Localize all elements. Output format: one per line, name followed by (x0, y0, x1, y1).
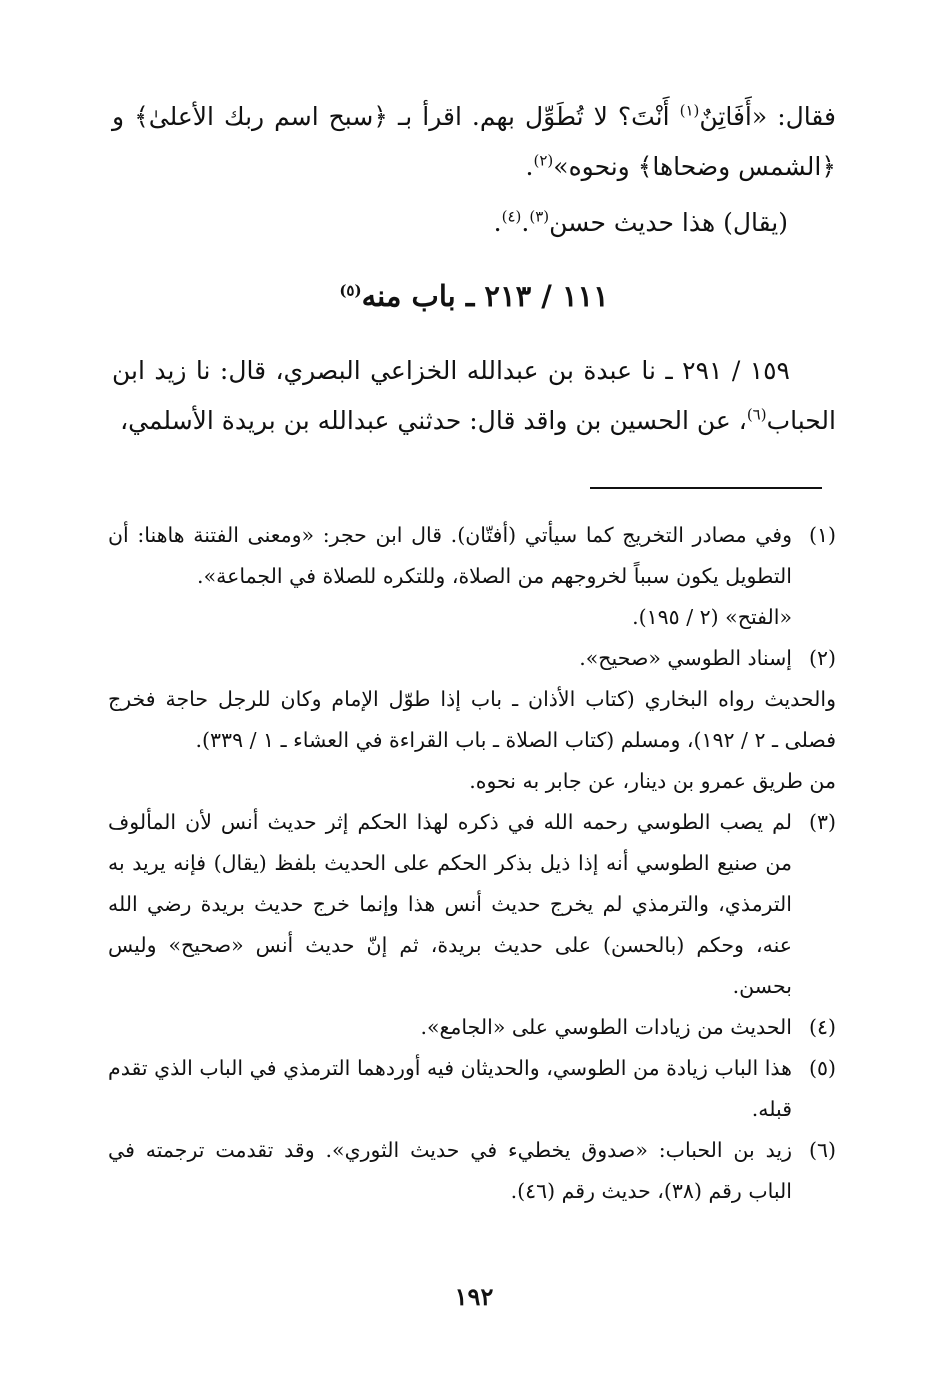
footnote-line: زيد بن الحباب: «صدوق يخطيء في حديث الثوري». وقد تقدمت ترجمته في الباب رقم (٣٨)، حديث رقم (٤٦). (108, 1138, 792, 1203)
footnote-line: وفي مصادر التخريج كما سيأتي (أفتّان). قال ابن حجر: «ومعنى الفتنة هاهنا: أن التطويل يكون سبباً لخروجهم من الصلاة، وللتكره للصلاة في الجماعة». (108, 523, 792, 588)
footnote-line: لم يصب الطوسي رحمه الله في ذكره لهذا الحكم إثر حديث أنس لأن المألوف من صنيع الطوسي أنه إذا ذيل بذكر الحكم على الحديث بلفظ (يقال) فإنه يريد به الترمذي، والترمذي لم يخرج حديث أنس هذا وإنما خرج حديث بريدة رضي الله عنه، وحكم (بالحسن) على حديث بريدة، ثم إنّ حديث أنس «صحيح» وليس بحسن. (108, 810, 792, 998)
footnote-body (108, 515, 792, 638)
text-segment: ، عن الحسين بن واقد قال: حدثني عبدالله بن بريدة الأسلمي، (120, 406, 747, 435)
grading-paragraph (112, 198, 836, 248)
footnote-body (108, 802, 792, 1007)
text-segment: (يقال) هذا حديث حسن (549, 208, 788, 237)
footnote-line: والحديث رواه البخاري (كتاب الأذان ـ باب إذا طوّل الإمام وكان للرجل حاجة فخرج فصلى ـ ٢ / ١٩٢)، ومسلم (كتاب الصلاة ـ باب القراءة في العشاء ـ ١ / ٣٣٩). (108, 687, 836, 752)
footnote-body (108, 1048, 792, 1130)
footnote-line: هذا الباب زيادة من الطوسي، والحديثان فيه أوردهما الترمذي في الباب الذي تقدم قبله. (108, 1056, 792, 1121)
footnote-line: الحديث من زيادات الطوسي على «الجامع». (420, 1015, 792, 1039)
footnote-3 (108, 802, 836, 1007)
footnote-6 (108, 1130, 836, 1212)
text-segment: . (493, 208, 502, 237)
footnote-2-continuation (108, 679, 836, 802)
footnote-4 (108, 1007, 836, 1048)
footnote-ref-3[interactable]: (٣) (529, 207, 550, 226)
text-segment: فقال: «أَفَاتِنٌ (699, 102, 836, 131)
footnote-1 (108, 515, 836, 638)
text-segment: . (521, 208, 530, 237)
footnote-body (108, 1007, 792, 1048)
footnotes-section (108, 515, 836, 1212)
chapter-heading (112, 274, 836, 318)
main-text (112, 92, 836, 446)
footnote-number: (٦) (808, 1138, 836, 1162)
footnote-ref-2[interactable]: (٢) (533, 151, 554, 170)
footnote-line: إسناد الطوسي «صحيح». (579, 646, 792, 670)
text-segment: ١٥٩ / ٢٩١ ـ نا عبدة بن عبدالله الخزاعي البصري، قال: نا زيد ابن الحباب (112, 356, 836, 435)
footnote-ref-5[interactable]: (٥) (339, 281, 362, 300)
text-segment: . (525, 152, 534, 181)
footnote-2 (108, 638, 836, 679)
hadith-text-paragraph (112, 92, 836, 192)
chapter-title: ١١١ / ٢١٣ ـ باب منه (361, 279, 609, 313)
footnote-number: (٤) (808, 1015, 836, 1039)
footnote-body (108, 1130, 792, 1212)
footnote-ref-4[interactable]: (٤) (501, 207, 522, 226)
page-number: ١٩٢ (454, 1282, 494, 1311)
footnote-body (108, 638, 792, 679)
footnote-number: (٥) (808, 1056, 836, 1080)
footnote-number: (٢) (808, 646, 836, 670)
footnote-line: «الفتح» (٢ / ١٩٥). (632, 605, 792, 629)
text-segment: أَنْتَ؟ لا تُطَوِّل بهم. اقرأ بـ ﴿سبح اسم ربك الأعلىٰ﴾ و ﴿الشمس وضحاها﴾ ونحوه» (112, 102, 836, 181)
footnote-line: من طريق عمرو بن دينار، عن جابر به نحوه. (469, 769, 836, 793)
footnote-number: (١) (808, 523, 836, 547)
footnote-ref-6[interactable]: (٦) (746, 405, 767, 424)
footnote-ref-1[interactable]: (١) (679, 101, 700, 120)
footnote-5 (108, 1048, 836, 1130)
hadith-chain-paragraph (112, 346, 836, 446)
footnote-number: (٣) (808, 810, 836, 834)
footnote-divider (590, 487, 822, 489)
